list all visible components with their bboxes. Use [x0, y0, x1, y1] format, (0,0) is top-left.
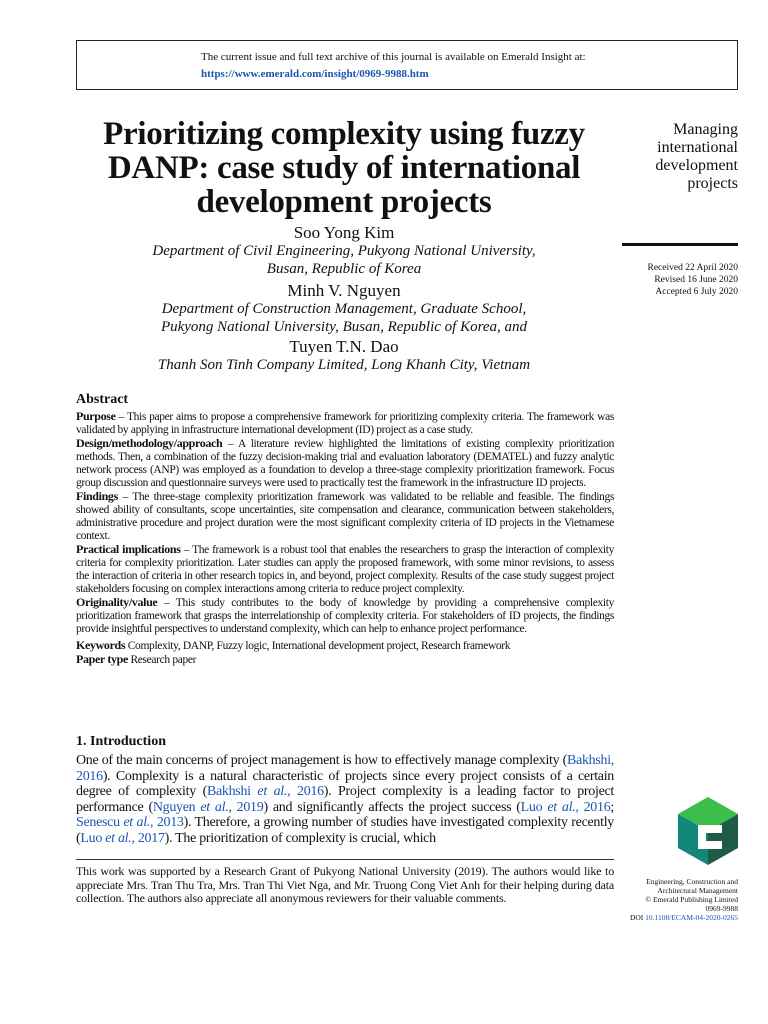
author-name: Tuyen T.N. Dao — [289, 337, 399, 356]
citation-link[interactable]: et al. — [547, 799, 576, 815]
abstract — [76, 392, 614, 667]
citation-link[interactable]: Nguyen — [152, 799, 201, 815]
doi-link[interactable]: 10.1108/ECAM-04-2020-0265 — [645, 913, 738, 922]
abstract-heading: Abstract — [76, 392, 129, 407]
author-affiliation: Thanh Son Tinh Company Limited, Long Khanh City, Vietnam — [157, 357, 531, 373]
received-date: Received 22 April 2020 — [647, 263, 738, 273]
abstract-purpose — [76, 410, 614, 437]
introduction-heading: 1. Introduction — [76, 734, 166, 749]
abstract-findings — [76, 490, 614, 543]
journal-name: Engineering, Construction and — [646, 877, 738, 886]
intro-text: ). Complexity is a natural characteristic of projects since every project consists of a certain degree of complexity ( — [76, 768, 614, 799]
keywords — [76, 639, 614, 653]
citation-link[interactable]: Luo — [520, 799, 548, 815]
journal-archive-banner — [76, 40, 738, 90]
section-text: – The three-stage complexity prioritization framework was validated to be reliable and feasible. The findings showed ability of consultants, scope uncertainties, site compensation and clearance, communication between stakeholders, administrative procedure and project duration were the most significant complexity criteria of ID projects in the Vietnamese context. — [76, 491, 614, 542]
citation-link[interactable]: Bakhshi, 2016 — [76, 753, 614, 784]
section-label: Findings — [76, 489, 118, 503]
title-line: DANP: case study of international — [107, 150, 581, 186]
section-label: Originality/value — [76, 595, 158, 609]
citation-link[interactable]: Bakhshi — [206, 784, 258, 799]
citation-link[interactable]: , 2016 — [287, 784, 324, 799]
author-name: Soo Yong Kim — [293, 223, 395, 242]
author-block — [100, 224, 588, 374]
paper-type-text: Research paper — [127, 654, 197, 666]
citation-link[interactable]: et al. — [123, 815, 150, 830]
section-text: – The framework is a robust tool that enables the researchers to grasp the interaction of complexity criteria for complexity prioritization. Later studies can apply the proposed framework, with some minor revisions, to assess the interaction of criteria in other research topics in, and beyond, project complexity. Results of the case study suggest project stakeholders focusing on complex interactions among criteria to reduce project complexity. — [76, 544, 614, 595]
running-title-line: international — [657, 139, 738, 156]
citation-link[interactable]: , 2016 — [575, 799, 611, 815]
intro-text: ). Project complexity is a leading factor to project performance ( — [76, 784, 614, 815]
paper-title — [70, 117, 618, 219]
abstract-design — [76, 437, 614, 490]
banner-url-link[interactable]: https://www.emerald.com/insight/0969-9988.htm — [201, 68, 429, 80]
introduction-section — [76, 734, 614, 846]
section-text: – This paper aims to propose a comprehensive framework for prioritizing complexity criteria. The framework was validated by applying in infrastructure international development (ID) project as a case study. — [76, 411, 614, 436]
funding-footnote: This work was supported by a Research Grant of Pukyong National University (2019). The authors would like to appreciate Mrs. Tran Thu Tra, Mrs. Tran Thi Viet Nga, and Mr. Truong Cong Viet Anh for their helping during data collection. The authors also appreciate all anonymous reviewers for their valuable comments. — [76, 864, 614, 905]
side-divider — [622, 243, 738, 246]
journal-name: Architectural Management — [657, 886, 738, 895]
section-text: – This study contributes to the body of knowledge by providing a comprehensive complexity prioritization framework that grasps the interrelationship of complexity criteria. For stakeholders of ID projects, the findings provide insightful perspectives to understand complexity, which can help to enhance project performance. — [76, 597, 614, 635]
doi-label: DOI — [629, 913, 646, 922]
abstract-practical-implications — [76, 543, 614, 596]
intro-text: ). The prioritization of complexity is crucial, which — [164, 830, 436, 846]
citation-link[interactable]: , 2013 — [150, 815, 184, 830]
citation-link[interactable]: , 2019 — [228, 799, 264, 815]
author-affiliation: Department of Civil Engineering, Pukyong National University, — [152, 243, 536, 259]
section-text: – A literature review highlighted the limitations of existing complexity prioritization methods. Then, a combination of the fuzzy decision-making trial and evaluation laboratory (DEMATEL) and fuzzy analytic network process (ANP) was employed as a foundation to develop a three-stage complexity prioritization framework. Focus group discussion and questionnaire surveys were used to practically test the framework in the infrastructure ID projects. — [76, 438, 614, 489]
section-label: Purpose — [76, 409, 116, 423]
author-affiliation: Busan, Republic of Korea — [266, 261, 422, 277]
running-title — [612, 121, 738, 193]
paper-type — [76, 653, 614, 667]
citation-link[interactable]: Senescu — [76, 815, 124, 830]
running-title-line: development — [655, 157, 738, 174]
citation-link[interactable]: Luo — [80, 830, 106, 846]
doi-line — [600, 913, 738, 922]
intro-text: One of the main concerns of project management is how to effectively manage complexity ( — [76, 753, 567, 768]
intro-text: ) and significantly affects the project success ( — [263, 799, 521, 815]
author-affiliation: Pukyong National University, Busan, Republic of Korea, and — [160, 319, 528, 335]
keywords-text: Complexity, DANP, Fuzzy logic, International development project, Research framework — [125, 640, 511, 652]
abstract-originality — [76, 596, 614, 636]
publisher: © Emerald Publishing Limited — [645, 895, 738, 904]
footnote-divider — [76, 859, 614, 860]
running-title-line: Managing — [673, 121, 738, 138]
title-line: development projects — [196, 184, 492, 220]
citation-link[interactable]: et al. — [200, 799, 229, 815]
citation-link[interactable]: et al. — [257, 784, 288, 799]
citation-link[interactable]: , 2017 — [131, 830, 165, 846]
running-title-line: projects — [687, 175, 738, 192]
banner-text: The current issue and full text archive of this journal is available on Emerald Insight at: — [201, 51, 586, 63]
citation-link[interactable]: et al. — [105, 830, 132, 846]
journal-info — [600, 877, 738, 922]
accepted-date: Accepted 6 July 2020 — [655, 287, 738, 297]
intro-text: ). Therefore, a growing number of studies have investigated complexity recently ( — [76, 815, 614, 846]
section-label: Practical implications — [76, 542, 181, 556]
issn: 0969-9988 — [705, 904, 738, 913]
section-label: Design/methodology/approach — [76, 436, 223, 450]
author-affiliation: Department of Construction Management, Graduate School, — [161, 301, 527, 317]
author-name: Minh V. Nguyen — [287, 281, 401, 300]
emerald-logo-icon — [676, 795, 740, 867]
keywords-label: Keywords — [76, 638, 126, 652]
submission-dates — [600, 262, 738, 298]
paper-type-label: Paper type — [76, 652, 128, 666]
introduction-body — [76, 753, 614, 846]
revised-date: Revised 16 June 2020 — [654, 275, 738, 285]
title-line: Prioritizing complexity using fuzzy — [103, 116, 585, 152]
intro-text: ; — [610, 799, 614, 815]
